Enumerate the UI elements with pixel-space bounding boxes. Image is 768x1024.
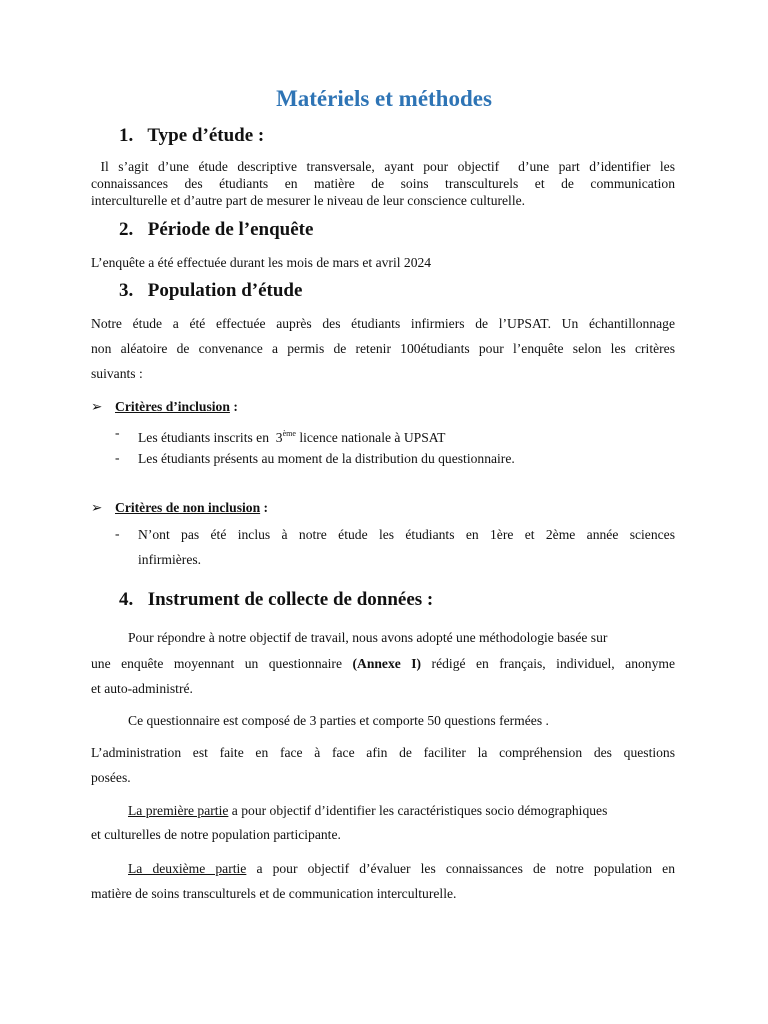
- page-title: Matériels et méthodes: [276, 86, 492, 111]
- section-number: 4.: [119, 589, 134, 610]
- paragraph-line: [128, 860, 675, 877]
- paragraph-line: posées.: [91, 770, 131, 785]
- section-number: 2.: [119, 219, 134, 240]
- paragraph-line: suivants :: [91, 366, 143, 381]
- list-dash: -: [115, 526, 120, 541]
- superscript: ème: [282, 429, 296, 438]
- inclusion-criteria-heading: [91, 399, 238, 415]
- arrow-bullet-icon: ➢: [91, 399, 103, 414]
- section-number: 3.: [119, 280, 134, 301]
- paragraph-line: connaissances des étudiants en matière de soins transculturels et de communication: [91, 176, 675, 191]
- inclusion-label: Critères d’inclusion: [115, 399, 230, 414]
- text-run: une enquête moyennant un questionnaire: [91, 656, 353, 671]
- list-item-continuation: infirmières.: [138, 552, 202, 567]
- paragraph-line: et culturelles de notre population participante.: [91, 827, 341, 842]
- paragraph-line: Notre étude a été effectuée auprès des étudiants infirmiers de l’UPSAT. Un échantillonnage: [91, 316, 675, 331]
- paragraph-line: matière de soins transculturels et de communication interculturelle.: [91, 886, 457, 901]
- text-run: a pour objectif d’évaluer les connaissances de notre population en: [246, 861, 676, 876]
- section-title: Type d’étude :: [147, 125, 265, 146]
- list-dash: -: [115, 450, 120, 465]
- paragraph-line: [91, 655, 675, 672]
- list-item: N’ont pas été inclus à notre étude les étudiants en 1ère et 2ème année sciences: [138, 527, 675, 542]
- arrow-bullet-icon: ➢: [91, 500, 103, 515]
- section-title: Instrument de collecte de données :: [147, 589, 434, 610]
- paragraph-line: Ce questionnaire est composé de 3 parties et comporte 50 questions fermées .: [128, 713, 549, 728]
- section-heading-instrument: [119, 589, 433, 611]
- text-run: a pour objectif d’identifier les caractéristiques socio démographiques: [228, 803, 608, 818]
- list-item-text: Les étudiants inscrits en 3: [138, 430, 283, 445]
- section-heading-periode: [119, 219, 313, 241]
- paragraph-line: interculturelle et d’autre part de mesurer le niveau de leur conscience culturelle.: [91, 193, 526, 208]
- non-inclusion-colon: :: [260, 500, 269, 515]
- non-inclusion-criteria-heading: [91, 500, 268, 516]
- paragraph-line: [128, 802, 607, 819]
- text-run: rédigé en français, individuel, anonyme: [421, 656, 675, 671]
- non-inclusion-label: Critères de non inclusion: [115, 500, 261, 515]
- section-title: Période de l’enquête: [147, 219, 314, 240]
- part-label: La deuxième partie: [128, 861, 247, 876]
- section-number: 1.: [119, 125, 134, 146]
- paragraph-line: Pour répondre à notre objectif de travail, nous avons adopté une méthodologie basée sur: [128, 630, 608, 645]
- part-label: La première partie: [128, 803, 229, 818]
- paragraph-line: non aléatoire de convenance a permis de retenir 100étudiants pour l’enquête selon les critères: [91, 341, 675, 356]
- inclusion-colon: :: [229, 399, 238, 414]
- list-item: [138, 425, 445, 446]
- section-heading-type-etude: [119, 125, 264, 147]
- list-item: Les étudiants présents au moment de la distribution du questionnaire.: [138, 451, 515, 466]
- paragraph-line: Il s’agit d’une étude descriptive transversale, ayant pour objectif d’une part d’identifier les: [91, 159, 675, 174]
- paragraph-line: et auto-administré.: [91, 681, 193, 696]
- list-item-text: licence nationale à UPSAT: [295, 430, 446, 445]
- paragraph-line: L’administration est faite en face à face afin de faciliter la compréhension des questions: [91, 745, 675, 760]
- section-heading-population: [119, 280, 302, 302]
- list-dash: -: [115, 425, 120, 440]
- paragraph-line: L’enquête a été effectuée durant les mois de mars et avril 2024: [91, 255, 432, 270]
- section-title: Population d’étude: [147, 280, 303, 301]
- annex-reference: (Annexe I): [352, 656, 422, 671]
